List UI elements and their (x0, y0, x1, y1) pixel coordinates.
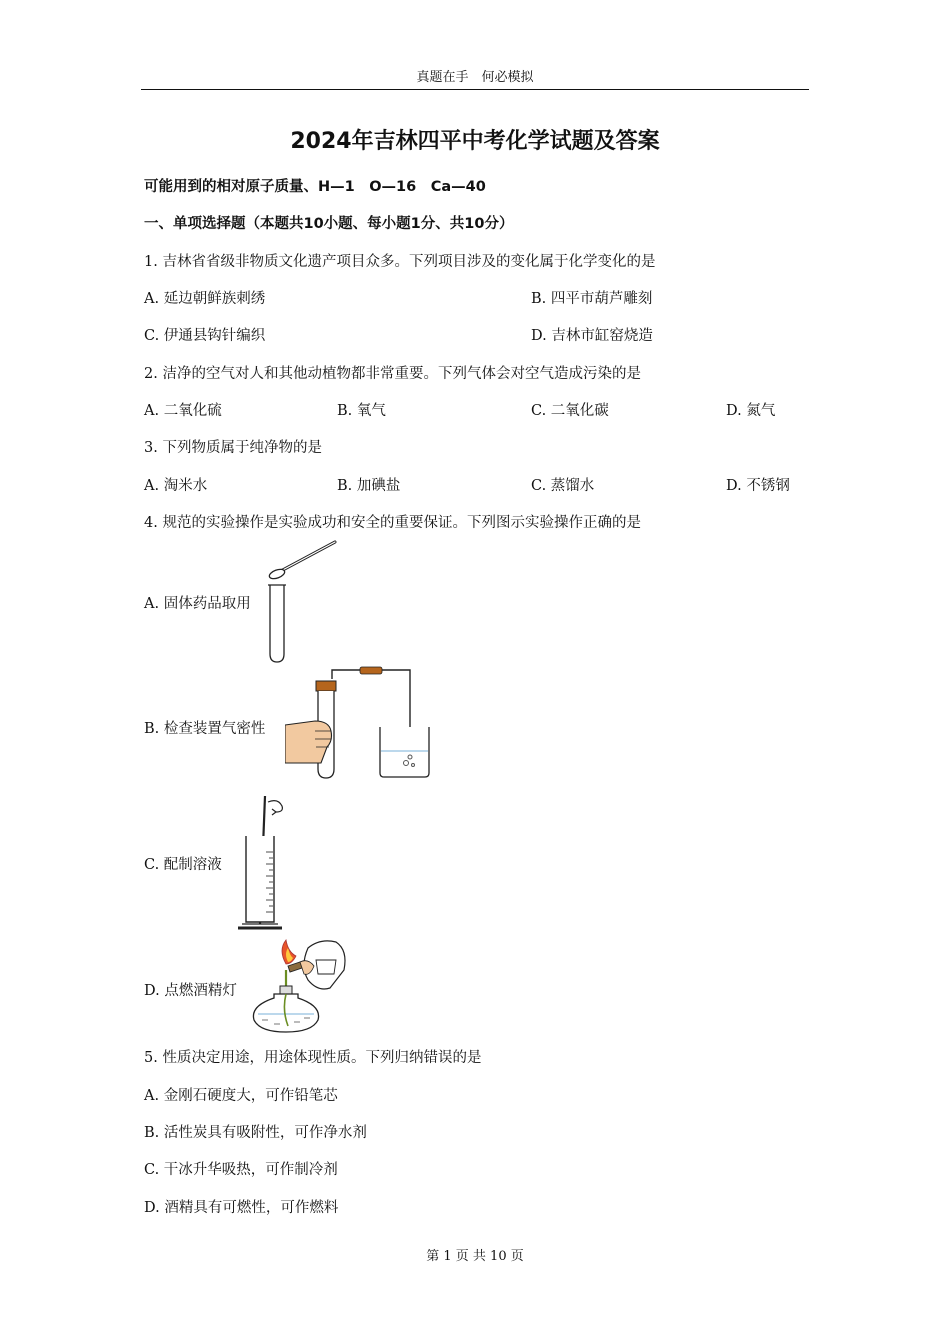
question-stem: 2. 洁净的空气对人和其他动植物都非常重要。下列气体会对空气造成污染的是 (144, 366, 641, 382)
graduated-cylinder-figure (236, 792, 296, 932)
spoon-test-tube-figure (265, 536, 340, 666)
option-d: D. 吉林市缸窑烧造 (531, 328, 653, 344)
section-heading: 一、单项选择题（本题共10小题、每小题1分、共10分） (144, 216, 514, 232)
option-b: B. 活性炭具有吸附性，可作净水剂 (144, 1125, 367, 1141)
option-a: A. 二氧化硫 (144, 403, 222, 419)
option-b: B. 检查装置气密性 (144, 721, 266, 737)
option-a: A. 金刚石硬度大，可作铅笔芯 (144, 1088, 338, 1104)
option-b: B. 氧气 (337, 403, 386, 419)
option-a: A. 延边朝鲜族刺绣 (144, 291, 266, 307)
option-c: C. 干冰升华吸热，可作制冷剂 (144, 1162, 338, 1178)
option-c: C. 配制溶液 (144, 857, 222, 873)
header-slogan: 真题在手 何必模拟 (416, 70, 534, 85)
option-d: D. 不锈钢 (726, 478, 790, 494)
page-number: 第 1 页 共 10 页 (426, 1249, 524, 1264)
option-a: A. 淘米水 (144, 478, 208, 494)
option-b: B. 加碘盐 (337, 478, 401, 494)
header-rule (141, 89, 809, 90)
option-c: C. 伊通县钩针编织 (144, 328, 266, 344)
question-stem: 5. 性质决定用途，用途体现性质。下列归纳错误的是 (144, 1050, 482, 1066)
option-a: A. 固体药品取用 (144, 596, 251, 612)
option-d: D. 酒精具有可燃性，可作燃料 (144, 1200, 339, 1216)
question-stem: 3. 下列物质属于纯净物的是 (144, 440, 322, 456)
page-title: 2024年吉林四平中考化学试题及答案 (290, 129, 660, 154)
option-c: C. 二氧化碳 (531, 403, 609, 419)
option-c: C. 蒸馏水 (531, 478, 595, 494)
airtightness-apparatus-figure (285, 665, 435, 783)
question-stem: 1. 吉林省省级非物质文化遗产项目众多。下列项目涉及的变化属于化学变化的是 (144, 254, 656, 270)
option-d: D. 氮气 (726, 403, 776, 419)
question-stem: 4. 规范的实验操作是实验成功和安全的重要保证。下列图示实验操作正确的是 (144, 515, 641, 531)
alcohol-lamp-figure (248, 936, 358, 1036)
option-b: B. 四平市葫芦雕刻 (531, 291, 653, 307)
option-d: D. 点燃酒精灯 (144, 983, 237, 999)
atomic-masses-note: 可能用到的相对原子质量、H—1 O—16 Ca—40 (144, 179, 486, 195)
